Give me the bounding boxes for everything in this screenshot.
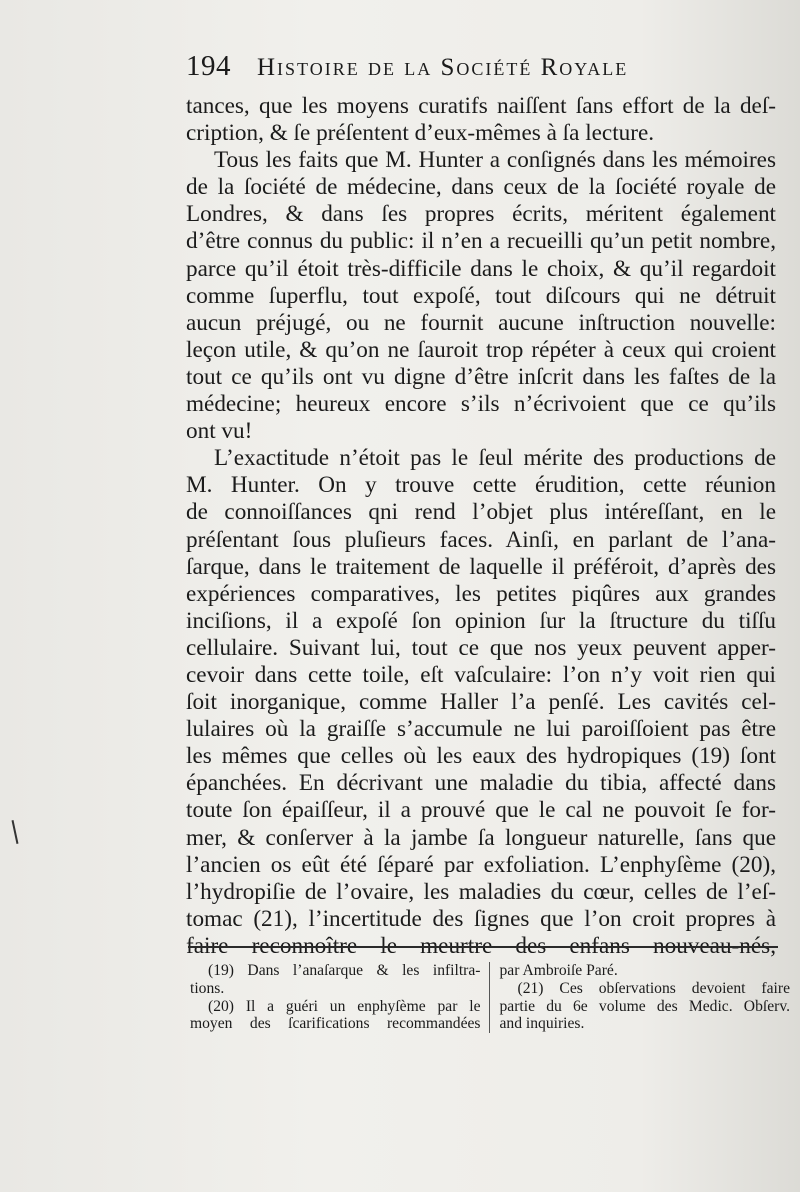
text-line: Londres, & dans ſes propres écrits, méritent également bbox=[186, 201, 776, 228]
text-line: leçon utile, & qu’on ne ſauroit trop répéter à ceux qui croient bbox=[186, 336, 776, 363]
text-line: lulaires où la graiſſe s’accumule ne lui paroiſſoient pas être bbox=[186, 716, 776, 743]
text-line: épanchées. En décrivant une maladie du tibia, affecté dans bbox=[186, 770, 776, 797]
text-line: préſentant ſous pluſieurs faces. Ainſi, en parlant de l’ana- bbox=[186, 526, 776, 553]
text-line: cription, & ſe préſentent d’eux-mêmes à ſa lecture. bbox=[186, 120, 655, 147]
text-line: ſoit inorganique, comme Haller l’a penſé. Les cavités cel- bbox=[186, 689, 776, 716]
running-title: Histoire de la Société Royale bbox=[257, 54, 629, 81]
text-line: Tous les faits que M. Hunter a conſignés dans les mémoires bbox=[214, 147, 776, 174]
text-line: tomac (21), l’incertitude des ſignes que l’on croit propres à bbox=[186, 905, 776, 932]
text-line: les mêmes que celles où les eaux des hydropiques (19) ſont bbox=[186, 743, 776, 770]
text-line: l’ancien os eût été ſéparé par exfoliation. L’enphyſème (20), bbox=[186, 851, 776, 878]
text-line: d’être connus du public: il n’en a recueilli qu’un petit nombre, bbox=[186, 228, 776, 255]
text-line: l’hydropiſie de l’ovaire, les maladies du cœur, celles de l’eſ- bbox=[186, 878, 776, 905]
text-line: tances, que les moyens curatifs naiſſent ſans effort de la deſ- bbox=[186, 93, 776, 119]
text-line: parce qu’il étoit très-difficile dans le choix, & qu’il regardoit bbox=[186, 255, 776, 282]
text-line: cevoir dans cette toile, eſt vaſculaire: l’on n’y voit rien qui bbox=[186, 661, 776, 688]
footnote-line: (19) Dans l’anaſarque & les infiltra- bbox=[208, 962, 481, 979]
text-line: de connoiſſances qni rend l’objet plus intéreſſant, en le bbox=[186, 499, 776, 526]
text-line: L’exactitude n’étoit pas le ſeul mérite des productions de bbox=[214, 445, 776, 472]
footnote-line: par Ambroiſe Paré. bbox=[499, 962, 618, 979]
text-line: cellulaire. Suivant lui, tout ce que nos yeux peuvent apper- bbox=[186, 634, 776, 661]
text-line: inciſions, il a expoſé ſon opinion ſur la ſtructure du tiſſu bbox=[186, 607, 776, 634]
body-text bbox=[186, 93, 776, 960]
footnotes bbox=[190, 962, 790, 1033]
text-line: aucun préjugé, ou ne fournit aucune inſtruction nouvelle: bbox=[186, 309, 776, 336]
margin-mark bbox=[12, 820, 19, 844]
footnote-line: (20) Il a guéri un enphyſème par le bbox=[208, 997, 481, 1015]
text-line: mer, & conſerver à la jambe ſa longueur naturelle, ſans que bbox=[186, 824, 776, 851]
text-line: M. Hunter. On y trouve cette érudition, cette réunion bbox=[186, 472, 776, 499]
text-line: tout ce qu’ils ont vu digne d’être inſcrit dans les faſtes de la bbox=[186, 363, 776, 390]
footnotes-right-column bbox=[490, 962, 791, 1033]
text-line: ſarque, dans le traitement de laquelle il préféroit, d’après des bbox=[186, 553, 776, 580]
text-line: comme ſuperflu, tout expoſé, tout diſcours qui ne détruit bbox=[186, 282, 776, 309]
page-number: 194 bbox=[186, 50, 231, 82]
page-header bbox=[186, 50, 746, 90]
text-line: de la ſociété de médecine, dans ceux de la ſociété royale de bbox=[186, 174, 776, 201]
footnote-rule bbox=[188, 946, 778, 948]
footnote-line: and inquiries. bbox=[499, 1015, 585, 1033]
text-line: faire reconnoître le meurtre des enfans nouveau-nés, bbox=[186, 932, 776, 959]
footnotes-left-column bbox=[190, 962, 490, 1033]
text-line: médecine; heureux encore s’ils n’écrivoient que ce qu’ils bbox=[186, 391, 776, 418]
footnote-line: moyen des ſcarifications recommandées bbox=[190, 1015, 481, 1033]
footnote-line: tions. bbox=[190, 979, 225, 997]
text-line: expériences comparatives, les petites piqûres aux grandes bbox=[186, 580, 776, 607]
footnote-line: (21) Ces obſervations devoient faire bbox=[517, 979, 790, 997]
text-line: ont vu! bbox=[186, 418, 253, 445]
text-line: toute ſon épaiſſeur, il a prouvé que le cal ne pouvoit ſe for- bbox=[186, 797, 776, 824]
footnote-line: partie du 6e volume des Medic. Obſerv. bbox=[499, 997, 790, 1015]
